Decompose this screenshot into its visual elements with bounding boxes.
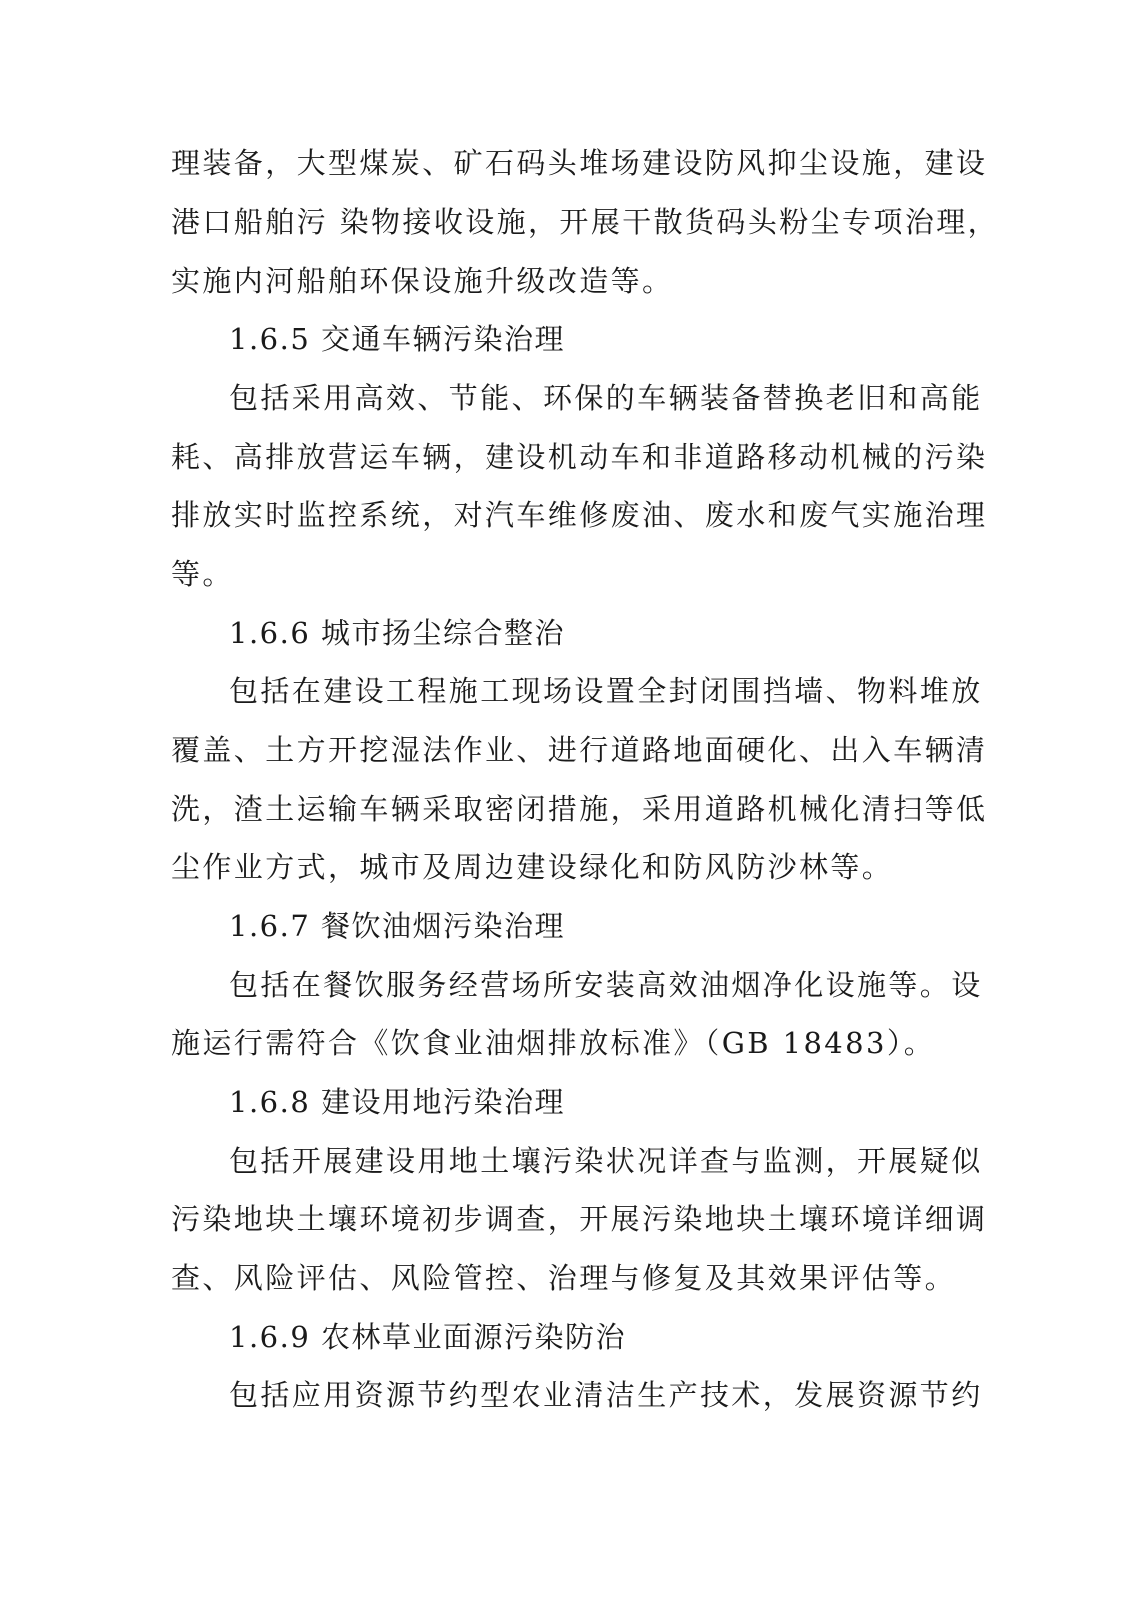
paragraph-line: 洗，渣土运输车辆采取密闭措施，采用道路机械化清扫等低 bbox=[171, 792, 988, 826]
section-heading-1-6-9: 1.6.9 农林草业面源污染防治 bbox=[229, 1320, 627, 1354]
section-heading-1-6-8: 1.6.8 建设用地污染治理 bbox=[229, 1085, 566, 1119]
paragraph-line: 排放实时监控系统，对汽车维修废油、废水和废气实施治理 bbox=[171, 498, 988, 532]
paragraph-line: 包括采用高效、节能、环保的车辆装备替换老旧和高能 bbox=[229, 381, 983, 415]
paragraph-line: 覆盖、土方开挖湿法作业、进行道路地面硬化、出入车辆清 bbox=[171, 733, 988, 767]
paragraph-line: 尘作业方式，城市及周边建设绿化和防风防沙林等。 bbox=[171, 850, 894, 884]
paragraph-line: 包括在建设工程施工现场设置全封闭围挡墙、物料堆放 bbox=[229, 674, 983, 708]
paragraph-line: 污染地块土壤环境初步调查，开展污染地块土壤环境详细调 bbox=[171, 1202, 988, 1236]
paragraph-line: 包括应用资源节约型农业清洁生产技术，发展资源节约 bbox=[229, 1378, 983, 1412]
section-heading-1-6-5: 1.6.5 交通车辆污染治理 bbox=[229, 322, 566, 356]
paragraph-line: 施运行需符合《饮食业油烟排放标准》（GB 18483）。 bbox=[171, 1026, 936, 1060]
paragraph-line: 耗、高排放营运车辆，建设机动车和非道路移动机械的污染 bbox=[171, 440, 988, 474]
paragraph-line: 包括在餐饮服务经营场所安装高效油烟净化设施等。设 bbox=[229, 968, 983, 1002]
paragraph-line: 查、风险评估、风险管控、治理与修复及其效果评估等。 bbox=[171, 1261, 957, 1295]
paragraph-line: 港口船舶污 染物接收设施，开展干散货码头粉尘专项治理， bbox=[171, 205, 1000, 239]
section-heading-1-6-6: 1.6.6 城市扬尘综合整治 bbox=[229, 616, 566, 650]
paragraph-line: 理装备，大型煤炭、矿石码头堆场建设防风抑尘设施，建设 bbox=[171, 146, 988, 180]
paragraph-line: 包括开展建设用地土壤污染状况详查与监测，开展疑似 bbox=[229, 1144, 983, 1178]
section-heading-1-6-7: 1.6.7 餐饮油烟污染治理 bbox=[229, 909, 566, 943]
paragraph-line: 实施内河船舶环保设施升级改造等。 bbox=[171, 264, 674, 298]
paragraph-line: 等。 bbox=[171, 557, 234, 591]
